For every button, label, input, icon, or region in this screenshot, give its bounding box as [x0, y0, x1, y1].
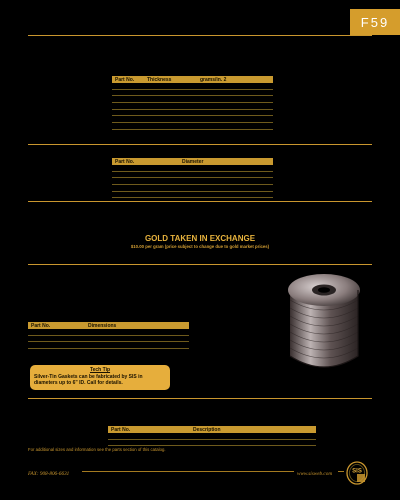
tech-tip-title: Tech Tip [89, 367, 111, 373]
website-link[interactable]: www.sisweb.com [297, 471, 333, 477]
table-row [112, 116, 273, 123]
header-thickness: Thickness [147, 77, 172, 83]
divider [28, 201, 372, 202]
divider [28, 35, 372, 36]
divider [28, 264, 372, 265]
table-header [112, 158, 273, 165]
divider [28, 144, 372, 145]
table-row [28, 342, 189, 349]
table-row [112, 192, 273, 199]
table-row [112, 165, 273, 172]
header-description: Description [193, 427, 221, 433]
solder-spool-image [276, 268, 372, 378]
table-row [108, 440, 316, 447]
table-header [28, 322, 189, 329]
table-row [28, 329, 189, 336]
header-grams: grams/in. 2 [200, 77, 227, 83]
page-code-badge: F59 [350, 9, 400, 35]
description-table [108, 426, 316, 446]
table-row [112, 96, 273, 103]
divider [28, 398, 372, 399]
footer-divider [338, 471, 344, 472]
header-part-no: Part No. [115, 77, 135, 83]
thickness-table [112, 76, 273, 130]
gold-exchange-title: GOLD TAKEN IN EXCHANGE [144, 234, 256, 243]
header-dimensions: Dimensions [88, 323, 117, 329]
footer-divider [82, 471, 294, 472]
table-header [108, 426, 316, 433]
table-row [112, 103, 273, 110]
table-row [112, 110, 273, 117]
tech-tip-box [30, 365, 170, 390]
sis-logo [346, 461, 368, 485]
table-row [112, 178, 273, 185]
footnote: For additional sizes and information see the parts section of this catalog. [28, 447, 166, 452]
table-row [112, 185, 273, 192]
fax-number: FAX: 908-806-6631 [28, 471, 70, 477]
table-row [108, 433, 316, 440]
header-part-no: Part No. [31, 323, 51, 329]
table-header [112, 76, 273, 83]
svg-text:SIS: SIS [352, 468, 362, 475]
gold-exchange-subtitle: $10.00 per gram (price subject to change due to gold market prices) [130, 244, 270, 249]
table-row [112, 83, 273, 90]
tech-tip-text: Silver-Tin Gaskets can be fabricated by SIS in diameters up to 6" ID. Call for details. [34, 374, 143, 386]
dimensions-table [28, 322, 189, 349]
header-part-no: Part No. [111, 427, 131, 433]
header-diameter: Diameter [182, 159, 204, 165]
diameter-table [112, 158, 273, 198]
header-part-no: Part No. [115, 159, 135, 165]
table-row [112, 172, 273, 179]
table-row [112, 123, 273, 130]
table-row [28, 336, 189, 343]
table-row [112, 90, 273, 97]
